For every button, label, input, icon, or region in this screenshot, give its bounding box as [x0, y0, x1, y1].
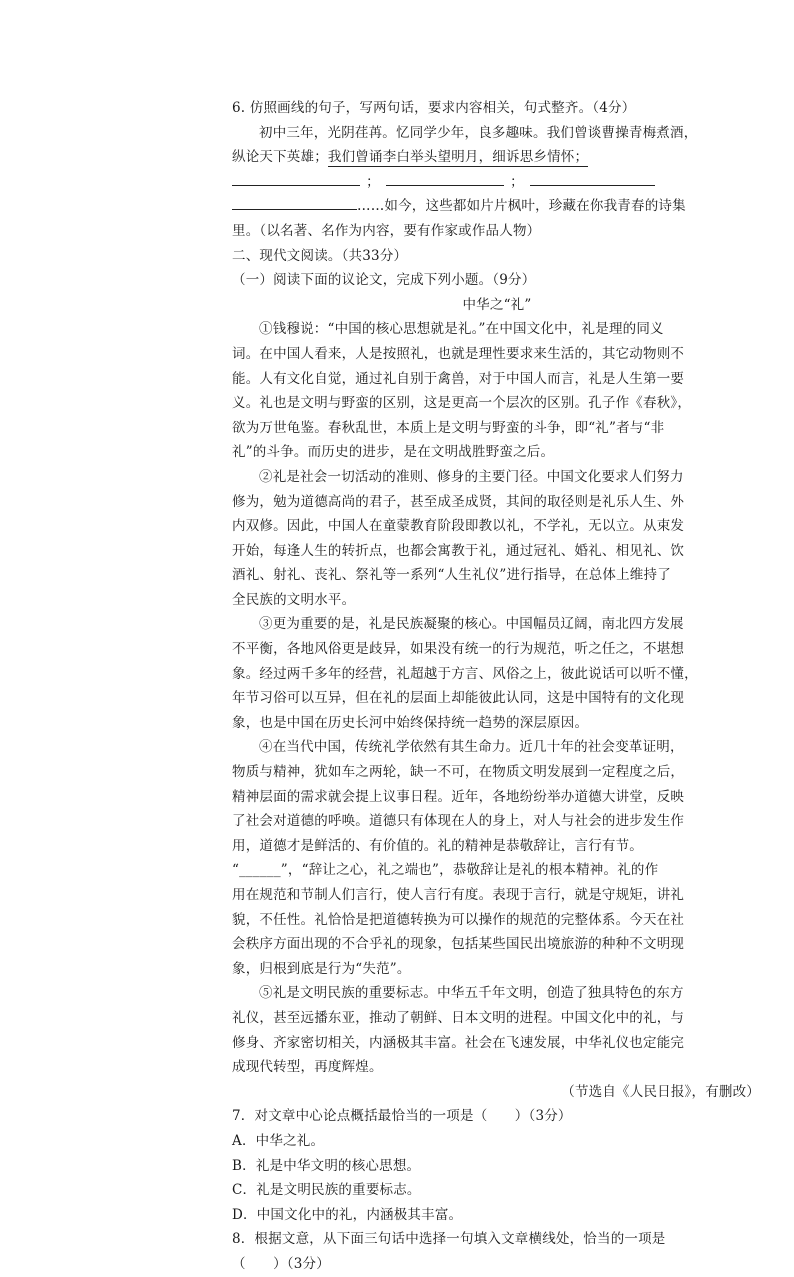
article-line: 义。礼也是文明与野蛮的区别，这是更高一个层次的区别。孔子作《春秋》，: [232, 395, 692, 412]
q6-passage-line5: 里。（以名著、名作为内容，要有作家或作品人物）: [232, 222, 541, 239]
q7-stem: 7．对文章中心论点概括最恰当的一项是（ ）（3分）: [232, 1108, 572, 1125]
article-line: 礼”的斗争。而历史的进步，是在文明战胜野蛮之后。: [232, 444, 555, 461]
article-line: 能。人有文化自觉，通过礼自别于禽兽，对于中国人而言，礼是人生第一要: [232, 370, 685, 387]
q6-underlined-sentence: 我们曾诵李白举头望明月，细诉思乡情怀；: [327, 149, 589, 166]
q6-answer-line1: [232, 170, 762, 195]
article-line: 词。在中国人看来，人是按照礼，也就是理性要求来生活的，其它动物则不: [232, 345, 685, 362]
article-line: 开始，每逢人生的转折点，也都会寓教于礼，通过冠礼、婚礼、相见礼、饮: [232, 542, 685, 559]
q6-blank-4[interactable]: [232, 194, 357, 210]
article-line: 象。经过两千多年的经营，礼超越于方言、风俗之上，彼此说话可以听不懂，: [232, 665, 698, 682]
q6-answer-line2: [232, 194, 762, 219]
article-line: 象，归根到底是行为“失范”。: [232, 960, 411, 977]
article-line: ③更为重要的是，礼是民族凝聚的核心。中国幅员辽阔，南北四方发展: [259, 616, 684, 633]
q6-blank-1[interactable]: [232, 170, 360, 186]
article-line: 了社会对道德的呼唤。道德只有体现在人的身上，对人与社会的进步发生作: [232, 813, 685, 830]
q7-option-c[interactable]: C．礼是文明民族的重要标志。: [232, 1182, 421, 1199]
article-line: 年节习俗可以互异，但在礼的层面上却能彼此认同，这是中国特有的文化现: [232, 690, 685, 707]
article-line: 精神层面的需求就会提上议事日程。近年，各地纷纷举办道德大讲堂，反映: [232, 788, 685, 805]
q6-sep-2: ；: [510, 173, 524, 190]
article-body: [232, 317, 762, 1079]
q6-passage-line2: [232, 145, 762, 170]
q8-stem-answer: （ ）（3分）: [232, 1255, 330, 1272]
q6-passage-line2a: 纵论天下英雄；: [232, 149, 328, 166]
q8-stem: 8．根据文意，从下面三句话中选择一句填入文章横线处，恰当的一项是: [232, 1231, 666, 1248]
article-line: 酒礼、射礼、丧礼、祭礼等一系列“人生礼仪”进行指导，在总体上维持了: [232, 567, 671, 584]
q7-option-d[interactable]: D．中国文化中的礼，内涵极其丰富。: [232, 1206, 463, 1223]
q6-blank-3[interactable]: [530, 170, 655, 186]
article-line: “______”，“辞让之心，礼之端也”，恭敬辞让是礼的根本精神。礼的作: [232, 862, 659, 879]
q7-option-b[interactable]: B．礼是中华文明的核心思想。: [232, 1157, 421, 1174]
section-heading: 二、现代文阅读。（共33分）: [232, 247, 408, 264]
article-line: 貌，不任性。礼恰恰是把道德转换为可以操作的规范的完整体系。今天在社: [232, 911, 685, 928]
article-line: ④在当代中国，传统礼学依然有其生命力。近几十年的社会变革证明，: [259, 739, 684, 756]
q6-passage-line1: 初中三年，光阴荏苒。忆同学少年，良多趣味。我们曾谈曹操青梅煮酒，: [259, 124, 698, 141]
q6-blank-2[interactable]: [386, 170, 504, 186]
article-line: 象，也是中国在历史长河中始终保持统一趋势的深层原因。: [232, 714, 589, 731]
article-line: 成现代转型，再度辉煌。: [232, 1059, 383, 1076]
article-line: 礼仪，甚至远播东亚，推动了朝鲜、日本文明的进程。中国文化中的礼，与: [232, 1009, 685, 1026]
article-line: 用，道德才是鲜活的、有价值的。礼的精神是恭敬辞让，言行有节。: [232, 837, 643, 854]
article-line: 会秩序方面出现的不合乎礼的现象，包括某些国民出境旅游的种种不文明现: [232, 936, 685, 953]
article-line: ②礼是社会一切活动的准则、修身的主要门径。中国文化要求人们努力: [259, 468, 684, 485]
part-heading: （一）阅读下面的议论文，完成下列小题。（9分）: [232, 272, 536, 289]
q6-prompt: 6. 仿照画线的句子，写两句话，要求内容相关，句式整齐。（4分）: [232, 100, 636, 116]
article-line: 修为，勉为道德高尚的君子，甚至成圣成贤，其间的取径则是礼乐人生、外: [232, 493, 685, 510]
article-line: ⑤礼是文明民族的重要标志。中华五千年文明，创造了独具特色的东方: [259, 985, 684, 1002]
article-title: 中华之“礼”: [462, 296, 532, 313]
article-source: （节选自《人民日报》，有删改）: [561, 1083, 760, 1100]
q7-option-a[interactable]: A．中华之礼。: [232, 1132, 325, 1149]
article-line: 全民族的文明水平。: [232, 591, 356, 608]
article-line: 物质与精神，犹如车之两轮，缺一不可，在物质文明发展到一定程度之后，: [232, 764, 685, 781]
q6-sep-1: ；: [366, 173, 380, 190]
article-line: 不平衡，各地风俗更是歧异，如果没有统一的行为规范，听之任之，不堪想: [232, 641, 685, 658]
exam-sheet: [232, 96, 762, 1277]
article-line: ①钱穆说：“中国的核心思想就是礼。”在中国文化中，礼是理的同义: [259, 321, 664, 338]
q6-passage-line4: ……如今，这些都如片片枫叶，珍藏在你我青春的诗集: [357, 198, 686, 215]
article-line: 内双修。因此，中国人在童蒙教育阶段即教以礼，不学礼，无以立。从束发: [232, 518, 685, 535]
article-line: 欲为万世龟鉴。春秋乱世，本质上是文明与野蛮的斗争，即“礼”者与“非: [232, 419, 665, 436]
article-line: 用在规范和节制人们言行，使人言行有度。表现于言行，就是守规矩，讲礼: [232, 887, 685, 903]
article-line: 修身、齐家密切相关，内涵极其丰富。社会在飞速发展，中华礼仪也定能完: [232, 1034, 685, 1051]
